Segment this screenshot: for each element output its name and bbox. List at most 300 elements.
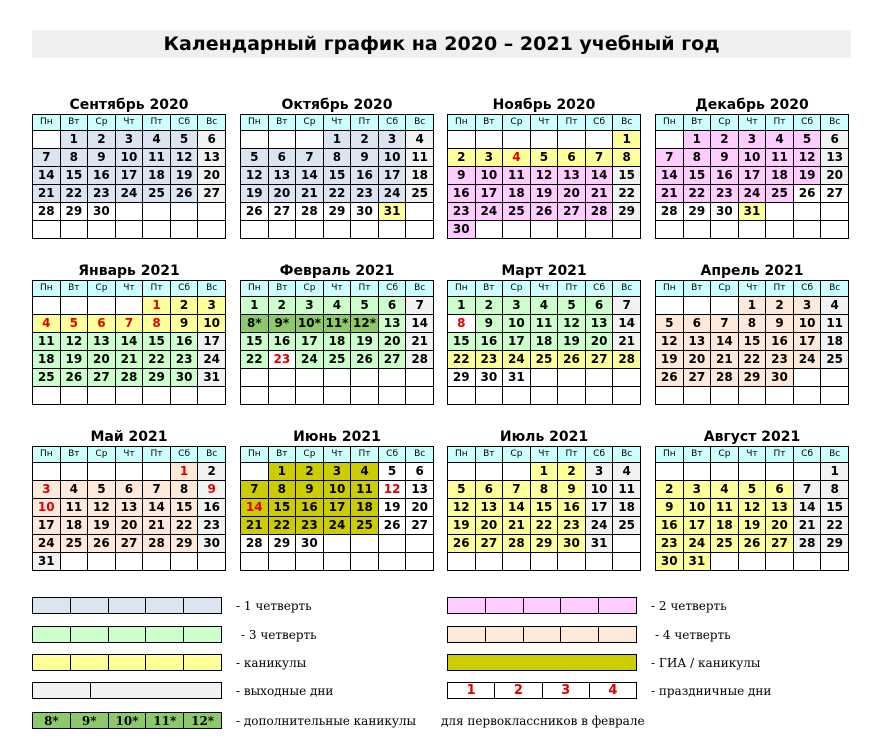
day-cell: 13 <box>406 481 434 499</box>
day-cell: 19 <box>378 499 406 517</box>
weekday-header: Ср <box>711 281 739 297</box>
day-cell: 29 <box>170 535 198 553</box>
day-cell: 11 <box>33 333 61 351</box>
day-cell <box>296 553 324 571</box>
day-cell: 7 <box>656 149 684 167</box>
day-cell: 2 <box>198 463 226 481</box>
day-cell: 10 <box>503 315 531 333</box>
day-cell: 8 <box>143 315 171 333</box>
day-cell <box>351 369 379 387</box>
day-cell: 5 <box>738 481 766 499</box>
month-calendar <box>32 262 226 405</box>
day-cell: 1 <box>683 131 711 149</box>
day-cell <box>793 369 821 387</box>
week-row <box>656 351 849 369</box>
day-cell <box>115 553 143 571</box>
day-cell: 21 <box>585 185 613 203</box>
day-cell: 4 <box>530 297 558 315</box>
day-cell <box>585 553 613 571</box>
day-cell: 15 <box>241 333 269 351</box>
day-cell: 17 <box>503 333 531 351</box>
day-cell: 25 <box>143 185 171 203</box>
day-cell: 16 <box>656 517 684 535</box>
day-cell: 20 <box>558 185 586 203</box>
weekday-header: Сб <box>585 447 613 463</box>
day-cell: 15 <box>170 499 198 517</box>
week-row <box>241 203 434 221</box>
day-cell: 14 <box>711 333 739 351</box>
day-cell <box>503 463 531 481</box>
weekday-header: Чт <box>323 281 351 297</box>
day-cell: 26 <box>88 535 116 553</box>
week-row <box>241 387 434 405</box>
day-cell: 12 <box>448 499 476 517</box>
weekday-header: Вт <box>475 447 503 463</box>
week-row <box>241 185 434 203</box>
day-cell: 7 <box>503 481 531 499</box>
day-cell <box>558 221 586 239</box>
day-cell: 18 <box>503 185 531 203</box>
legend-holiday-num: 1 <box>448 683 495 698</box>
day-cell: 26 <box>448 535 476 553</box>
day-cell: 17 <box>198 333 226 351</box>
day-cell: 28 <box>33 203 61 221</box>
day-cell <box>558 369 586 387</box>
day-cell <box>558 387 586 405</box>
month-name: Ноябрь 2020 <box>492 97 596 113</box>
week-row <box>656 369 849 387</box>
week-row <box>448 333 641 351</box>
week-row <box>241 167 434 185</box>
day-cell <box>656 463 684 481</box>
day-cell: 13 <box>585 315 613 333</box>
day-cell <box>530 369 558 387</box>
day-cell: 27 <box>406 517 434 535</box>
day-cell: 21 <box>296 185 324 203</box>
day-cell: 15 <box>323 167 351 185</box>
day-cell: 18 <box>613 499 641 517</box>
week-row <box>656 481 849 499</box>
week-row <box>656 131 849 149</box>
week-row <box>656 167 849 185</box>
day-cell: 28 <box>115 369 143 387</box>
day-cell: 28 <box>613 351 641 369</box>
month-calendar <box>240 262 434 405</box>
day-cell: 20 <box>683 351 711 369</box>
day-cell: 24 <box>115 185 143 203</box>
day-cell: 11 <box>821 315 849 333</box>
day-cell: 13 <box>475 499 503 517</box>
day-cell: 29 <box>530 535 558 553</box>
day-cell: 28 <box>711 369 739 387</box>
day-cell: 6 <box>821 131 849 149</box>
day-cell: 29 <box>323 203 351 221</box>
day-cell: 27 <box>198 185 226 203</box>
day-cell: 28 <box>503 535 531 553</box>
day-cell <box>88 387 116 405</box>
month-name: Июнь 2021 <box>293 429 381 445</box>
day-cell: 29 <box>268 535 296 553</box>
day-cell <box>793 387 821 405</box>
legend-label-q2: - 2 четверть <box>651 599 727 613</box>
day-cell: 9 <box>198 481 226 499</box>
legend-swatch-holidays <box>32 654 222 671</box>
day-cell: 10 <box>585 481 613 499</box>
day-cell: 27 <box>683 369 711 387</box>
day-cell: 8 <box>60 149 88 167</box>
day-cell <box>33 387 61 405</box>
day-cell: 30 <box>351 203 379 221</box>
day-cell: 6 <box>475 481 503 499</box>
weekday-header: Вс <box>406 281 434 297</box>
legend-label-holidays: - каникулы <box>236 656 307 670</box>
day-cell: 8 <box>738 315 766 333</box>
month-table <box>447 114 641 239</box>
day-cell <box>821 369 849 387</box>
day-cell: 3 <box>378 131 406 149</box>
day-cell <box>241 131 269 149</box>
day-cell: 22 <box>821 517 849 535</box>
day-cell: 18 <box>711 517 739 535</box>
day-cell: 16 <box>88 167 116 185</box>
day-cell: 1 <box>241 297 269 315</box>
week-row <box>448 315 641 333</box>
day-cell: 15 <box>530 499 558 517</box>
day-cell <box>268 221 296 239</box>
day-cell <box>656 387 684 405</box>
day-cell: 23 <box>656 535 684 553</box>
legend-holiday-num: 3 <box>543 683 590 698</box>
week-row <box>241 131 434 149</box>
day-cell: 27 <box>475 535 503 553</box>
day-cell: 26 <box>60 369 88 387</box>
day-cell <box>503 387 531 405</box>
day-cell: 28 <box>793 535 821 553</box>
day-cell: 2 <box>448 149 476 167</box>
weekday-header: Пн <box>241 447 269 463</box>
weekday-header: Сб <box>378 281 406 297</box>
week-row <box>33 535 226 553</box>
day-cell: 1 <box>448 297 476 315</box>
week-row <box>656 203 849 221</box>
week-row <box>33 463 226 481</box>
month-table <box>32 446 226 571</box>
day-cell: 20 <box>268 185 296 203</box>
day-cell: 2 <box>296 463 324 481</box>
day-cell: 2 <box>170 297 198 315</box>
day-cell: 10 <box>683 499 711 517</box>
week-row <box>448 203 641 221</box>
day-cell <box>821 203 849 221</box>
day-cell: 7 <box>793 481 821 499</box>
day-cell: 24 <box>793 351 821 369</box>
month-table <box>655 446 849 571</box>
day-cell: 27 <box>268 203 296 221</box>
day-cell: 22 <box>448 351 476 369</box>
day-cell: 1 <box>143 297 171 315</box>
week-row <box>656 387 849 405</box>
weekday-header: Ср <box>296 115 324 131</box>
day-cell: 31 <box>738 203 766 221</box>
day-cell: 28 <box>241 535 269 553</box>
day-cell: 21 <box>406 333 434 351</box>
day-cell: 23 <box>88 185 116 203</box>
day-cell: 30 <box>711 203 739 221</box>
day-cell <box>170 553 198 571</box>
day-cell: 10 <box>115 149 143 167</box>
day-cell <box>198 203 226 221</box>
day-cell: 24 <box>503 351 531 369</box>
weekday-header: Вс <box>198 281 226 297</box>
day-cell <box>683 463 711 481</box>
day-cell <box>170 203 198 221</box>
day-cell <box>296 369 324 387</box>
day-cell <box>503 131 531 149</box>
day-cell: 3 <box>296 297 324 315</box>
day-cell: 29 <box>738 369 766 387</box>
day-cell: 21 <box>143 517 171 535</box>
day-cell: 19 <box>530 185 558 203</box>
legend-label-weekend: - выходные дни <box>236 684 334 698</box>
month-table <box>655 280 849 405</box>
week-row <box>33 149 226 167</box>
week-row <box>33 131 226 149</box>
day-cell <box>656 297 684 315</box>
weekday-header: Ср <box>503 281 531 297</box>
day-cell <box>448 553 476 571</box>
legend-swatch-weekend <box>32 682 222 699</box>
day-cell <box>711 297 739 315</box>
weekday-header: Ср <box>503 447 531 463</box>
day-cell <box>530 553 558 571</box>
day-cell: 28 <box>296 203 324 221</box>
weekday-header: Пн <box>448 281 476 297</box>
day-cell: 24 <box>475 203 503 221</box>
day-cell <box>475 553 503 571</box>
day-cell <box>170 387 198 405</box>
day-cell: 16 <box>268 333 296 351</box>
weekday-header: Вт <box>268 115 296 131</box>
day-cell: 24 <box>323 517 351 535</box>
day-cell: 20 <box>821 167 849 185</box>
day-cell: 17 <box>683 517 711 535</box>
weekday-header: Вс <box>613 281 641 297</box>
day-cell: 3 <box>793 297 821 315</box>
weekday-header: Чт <box>530 115 558 131</box>
day-cell: 24 <box>683 535 711 553</box>
day-cell <box>88 553 116 571</box>
month-table <box>240 446 434 571</box>
month-table <box>32 114 226 239</box>
week-row <box>241 463 434 481</box>
day-cell: 14 <box>143 499 171 517</box>
day-cell <box>241 553 269 571</box>
day-cell <box>475 463 503 481</box>
day-cell: 1 <box>170 463 198 481</box>
weekday-header: Пт <box>351 115 379 131</box>
day-cell: 20 <box>406 499 434 517</box>
day-cell: 12 <box>241 167 269 185</box>
day-cell: 3 <box>33 481 61 499</box>
weekday-header: Чт <box>323 115 351 131</box>
day-cell: 24 <box>585 517 613 535</box>
day-cell: 30 <box>170 369 198 387</box>
weekday-header: Вт <box>268 447 296 463</box>
day-cell <box>766 463 794 481</box>
title-bar <box>32 30 851 58</box>
day-cell: 27 <box>88 369 116 387</box>
day-cell: 16 <box>711 167 739 185</box>
day-cell: 7 <box>711 315 739 333</box>
week-row <box>33 297 226 315</box>
day-cell: 12 <box>530 167 558 185</box>
day-cell: 29 <box>683 203 711 221</box>
day-cell: 30 <box>296 535 324 553</box>
day-cell: 19 <box>60 351 88 369</box>
legend-extra-num: 8* <box>33 713 71 728</box>
day-cell <box>33 297 61 315</box>
day-cell: 12 <box>738 499 766 517</box>
day-cell <box>268 553 296 571</box>
week-row <box>33 221 226 239</box>
day-cell <box>475 221 503 239</box>
week-row <box>656 517 849 535</box>
day-cell: 13 <box>88 333 116 351</box>
legend-label-q1: - 1 четверть <box>236 599 312 613</box>
day-cell: 14 <box>613 315 641 333</box>
month-calendar <box>32 428 226 571</box>
weekday-header: Пн <box>448 115 476 131</box>
day-cell: 6 <box>88 315 116 333</box>
weekday-header: Вт <box>475 115 503 131</box>
weekday-header: Пт <box>558 447 586 463</box>
day-cell <box>738 553 766 571</box>
day-cell: 23 <box>711 185 739 203</box>
day-cell <box>198 387 226 405</box>
weekday-header: Пн <box>656 115 684 131</box>
day-cell <box>406 387 434 405</box>
day-cell: 30 <box>88 203 116 221</box>
day-cell: 14 <box>503 499 531 517</box>
day-cell: 31 <box>198 369 226 387</box>
day-cell: 13 <box>378 315 406 333</box>
week-row <box>241 221 434 239</box>
day-cell: 5 <box>241 149 269 167</box>
day-cell: 6 <box>683 315 711 333</box>
day-cell: 13 <box>821 149 849 167</box>
day-cell: 16 <box>475 333 503 351</box>
day-cell <box>378 369 406 387</box>
day-cell <box>530 221 558 239</box>
day-cell <box>296 131 324 149</box>
day-cell <box>268 131 296 149</box>
day-cell: 15 <box>143 333 171 351</box>
day-cell: 22 <box>530 517 558 535</box>
day-cell: 6 <box>115 481 143 499</box>
day-cell: 21 <box>656 185 684 203</box>
day-cell <box>793 463 821 481</box>
day-cell: 6 <box>268 149 296 167</box>
day-cell: 24 <box>738 185 766 203</box>
day-cell <box>88 221 116 239</box>
day-cell: 14 <box>793 499 821 517</box>
day-cell: 9 <box>558 481 586 499</box>
weekday-header: Пт <box>558 281 586 297</box>
weekday-header: Пн <box>241 115 269 131</box>
day-cell: 21 <box>33 185 61 203</box>
day-cell: 20 <box>198 167 226 185</box>
week-row <box>448 535 641 553</box>
week-row <box>33 499 226 517</box>
weekday-header: Чт <box>530 281 558 297</box>
week-row <box>656 149 849 167</box>
day-cell <box>738 221 766 239</box>
day-cell: 2 <box>766 297 794 315</box>
day-cell: 22 <box>683 185 711 203</box>
day-cell: 18 <box>530 333 558 351</box>
day-cell: 31 <box>378 203 406 221</box>
day-cell <box>115 203 143 221</box>
day-cell: 9 <box>656 499 684 517</box>
day-cell: 7 <box>613 297 641 315</box>
day-cell: 31 <box>503 369 531 387</box>
week-row <box>448 131 641 149</box>
week-row <box>448 221 641 239</box>
weekday-header: Сб <box>793 115 821 131</box>
day-cell <box>766 553 794 571</box>
month-calendar <box>447 428 641 571</box>
day-cell <box>323 553 351 571</box>
day-cell: 11 <box>406 149 434 167</box>
day-cell: 6 <box>766 481 794 499</box>
day-cell: 4 <box>351 463 379 481</box>
day-cell: 21 <box>503 517 531 535</box>
day-cell: 30 <box>448 221 476 239</box>
day-cell <box>88 463 116 481</box>
weekday-header: Вс <box>406 115 434 131</box>
day-cell <box>448 463 476 481</box>
day-cell: 31 <box>683 553 711 571</box>
day-cell: 15 <box>738 333 766 351</box>
day-cell <box>711 387 739 405</box>
legend-label-public-holidays: - праздничные дни <box>651 684 772 698</box>
day-cell: 9 <box>88 149 116 167</box>
day-cell: 8 <box>323 149 351 167</box>
day-cell <box>585 387 613 405</box>
day-cell: 29 <box>448 369 476 387</box>
day-cell: 24 <box>296 351 324 369</box>
weekday-header: Ср <box>88 281 116 297</box>
day-cell: 9* <box>268 315 296 333</box>
day-cell <box>198 553 226 571</box>
day-cell: 23 <box>351 185 379 203</box>
day-cell: 5 <box>60 315 88 333</box>
weekday-header: Вт <box>683 281 711 297</box>
day-cell <box>60 463 88 481</box>
day-cell: 5 <box>170 131 198 149</box>
day-cell <box>530 131 558 149</box>
week-row <box>448 297 641 315</box>
day-cell <box>198 221 226 239</box>
day-cell <box>448 387 476 405</box>
day-cell <box>793 221 821 239</box>
day-cell: 17 <box>323 499 351 517</box>
day-cell <box>170 221 198 239</box>
day-cell: 12 <box>656 333 684 351</box>
month-name: Май 2021 <box>90 429 168 445</box>
day-cell: 17 <box>33 517 61 535</box>
weekday-header: Вт <box>60 115 88 131</box>
